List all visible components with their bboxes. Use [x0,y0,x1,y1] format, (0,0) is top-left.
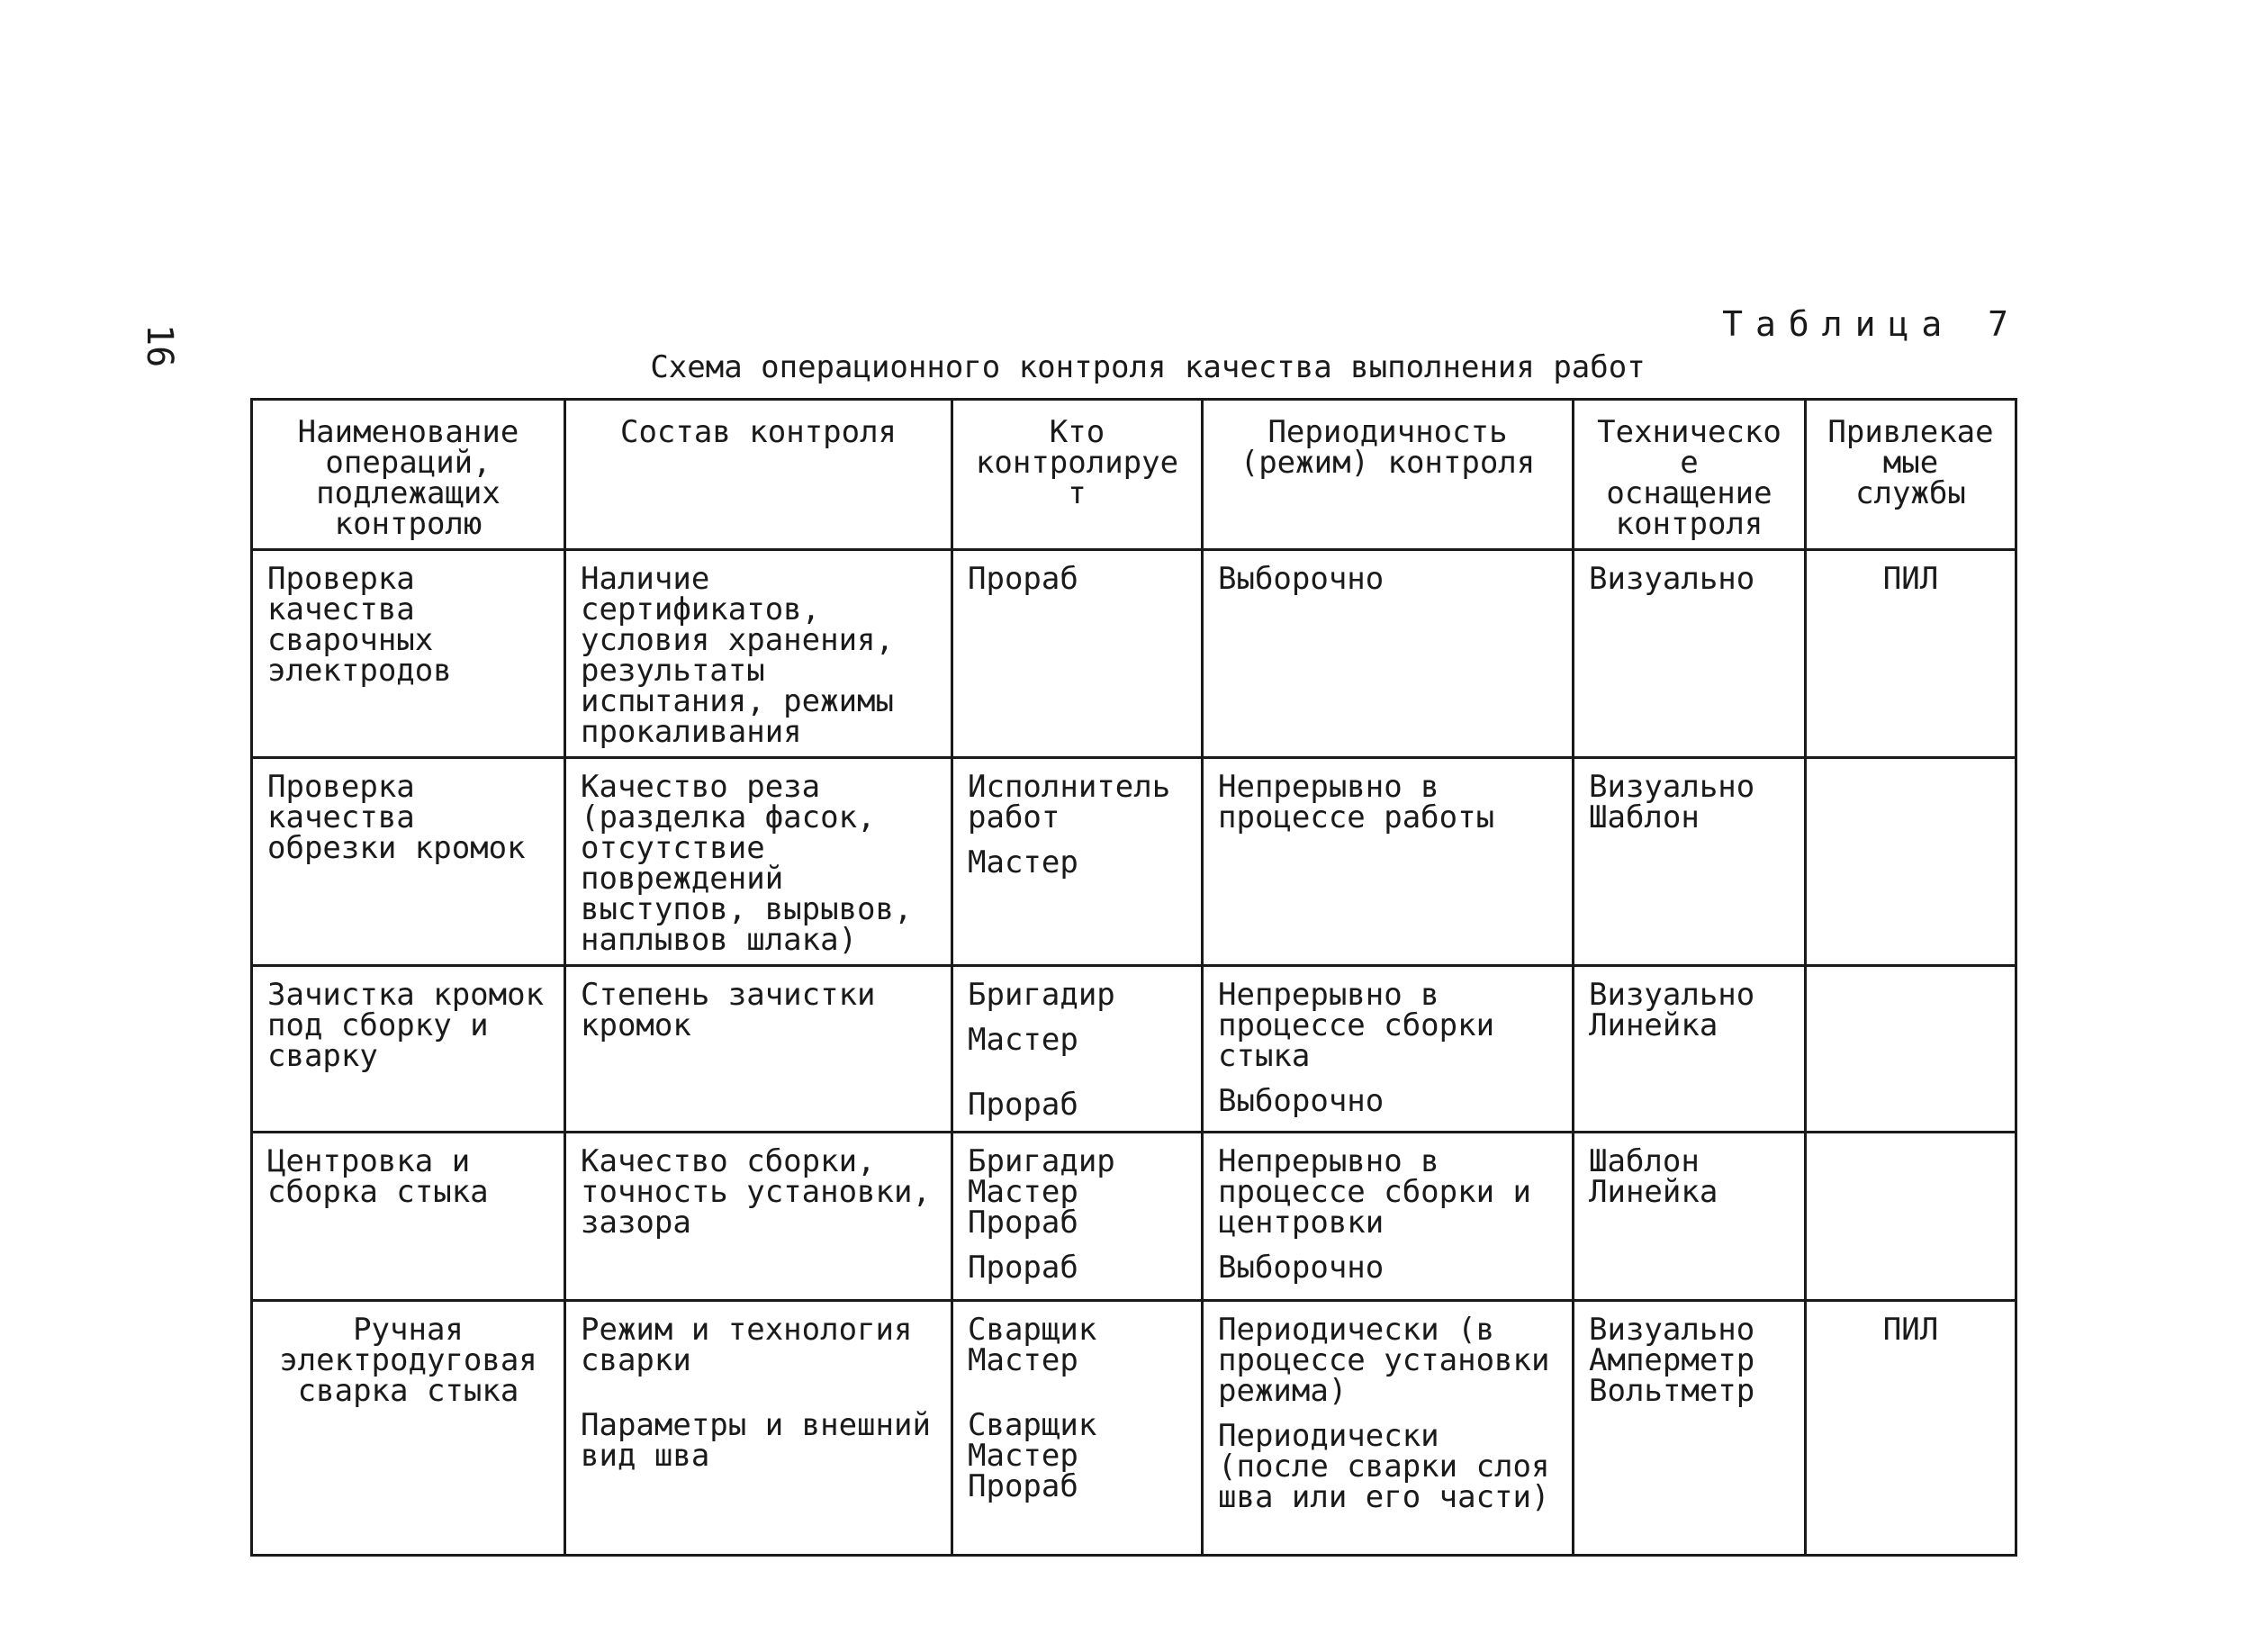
who-line: Мастер [968,844,1078,880]
table-row [252,1301,2016,1556]
table-title: Схема операционного контроля качества выполнения работ [650,349,1646,385]
who-line: Сварщик Мастер [968,1312,1097,1378]
cell-services [1806,966,2016,1133]
cell-operation: Проверка качества сварочных электродов [252,550,565,758]
cell-services: ПИЛ [1806,550,2016,758]
period-line: Выборочно [1218,1250,1385,1286]
column-header-services: Привлекаемые службы [1806,400,2016,550]
cell-who [952,758,1203,966]
cell-period [1203,550,1574,758]
column-header-period: Периодичность (режим) контроля [1203,400,1574,550]
cell-who [952,1133,1203,1301]
cell-equipment [1574,1301,1806,1556]
cell-scope: Степень зачистки кромок [565,966,952,1133]
period-line: Выборочно [1218,561,1385,597]
period-line: Непрерывно в процессе сборки стыка [1218,977,1495,1074]
table-row [252,1133,2016,1301]
cell-period [1203,758,1574,966]
cell-scope: Наличие сертификатов, условия хранения, результаты испытания, режимы прокаливания [565,550,952,758]
period-line: Непрерывно в процессе работы [1218,769,1495,835]
cell-period [1203,1133,1574,1301]
table-row [252,550,2016,758]
cell-scope [565,1301,952,1556]
cell-equipment [1574,966,1806,1133]
page-number: 16 [139,324,180,368]
cell-equipment [1574,1133,1806,1301]
scope-line: Режим и технология сварки [581,1312,913,1378]
period-line: Выборочно [1218,1083,1385,1119]
cell-period [1203,1301,1574,1556]
who-line: Мастер [968,1022,1078,1058]
cell-who [952,966,1203,1133]
equipment-text: Визуально Амперметр Вольтметр [1589,1312,1755,1409]
cell-equipment [1574,550,1806,758]
who-line: Исполнитель работ [968,769,1171,835]
cell-services [1806,758,2016,966]
column-header-operation: Наименование операций, подлежащих контролю [252,400,565,550]
cell-period [1203,966,1574,1133]
who-line: Бригадир [968,977,1115,1013]
table-row [252,758,2016,966]
scope-line: Параметры и внешний вид шва [581,1407,931,1474]
equipment-text: Шаблон Линейка [1589,1143,1718,1210]
cell-who [952,550,1203,758]
cell-operation: Проверка качества обрезки кромок [252,758,565,966]
cell-scope: Качество сборки, точность установки, зазора [565,1133,952,1301]
cell-operation: Центровка и сборка стыка [252,1133,565,1301]
who-line: Бригадир Мастер Прораб [968,1143,1115,1241]
period-line: Периодически (в процессе установки режима) [1218,1312,1550,1409]
equipment-text: Визуально [1589,561,1755,597]
cell-who [952,1301,1203,1556]
table-row [252,966,2016,1133]
table-label: Таблица 7 [1722,304,2021,344]
equipment-text: Визуально Линейка [1589,977,1755,1043]
cell-operation: Ручная электродуговая сварка стыка [252,1301,565,1556]
who-line: Прораб [968,561,1078,597]
cell-services [1806,1133,2016,1301]
cell-equipment [1574,758,1806,966]
table-header-row [252,400,2016,550]
cell-operation: Зачистка кромок под сборку и сварку [252,966,565,1133]
cell-services: ПИЛ [1806,1301,2016,1556]
equipment-text: Визуально Шаблон [1589,769,1755,835]
column-header-equipment: Техническое оснащение контроля [1574,400,1806,550]
period-line: Периодически (после сварки слоя шва или его части) [1218,1418,1550,1515]
who-line: Прораб [968,1250,1078,1286]
who-line: Прораб [968,1087,1078,1123]
cell-scope: Качество реза (разделка фасок, отсутствие повреждений выступов, вырывов, наплывов шлака) [565,758,952,966]
period-line: Непрерывно в процессе сборки и центровки [1218,1143,1531,1241]
column-header-scope: Состав контроля [565,400,952,550]
who-line: Сварщик Мастер Прораб [968,1407,1097,1504]
column-header-who: Кто контролирует [952,400,1203,550]
control-table [250,398,2017,1557]
